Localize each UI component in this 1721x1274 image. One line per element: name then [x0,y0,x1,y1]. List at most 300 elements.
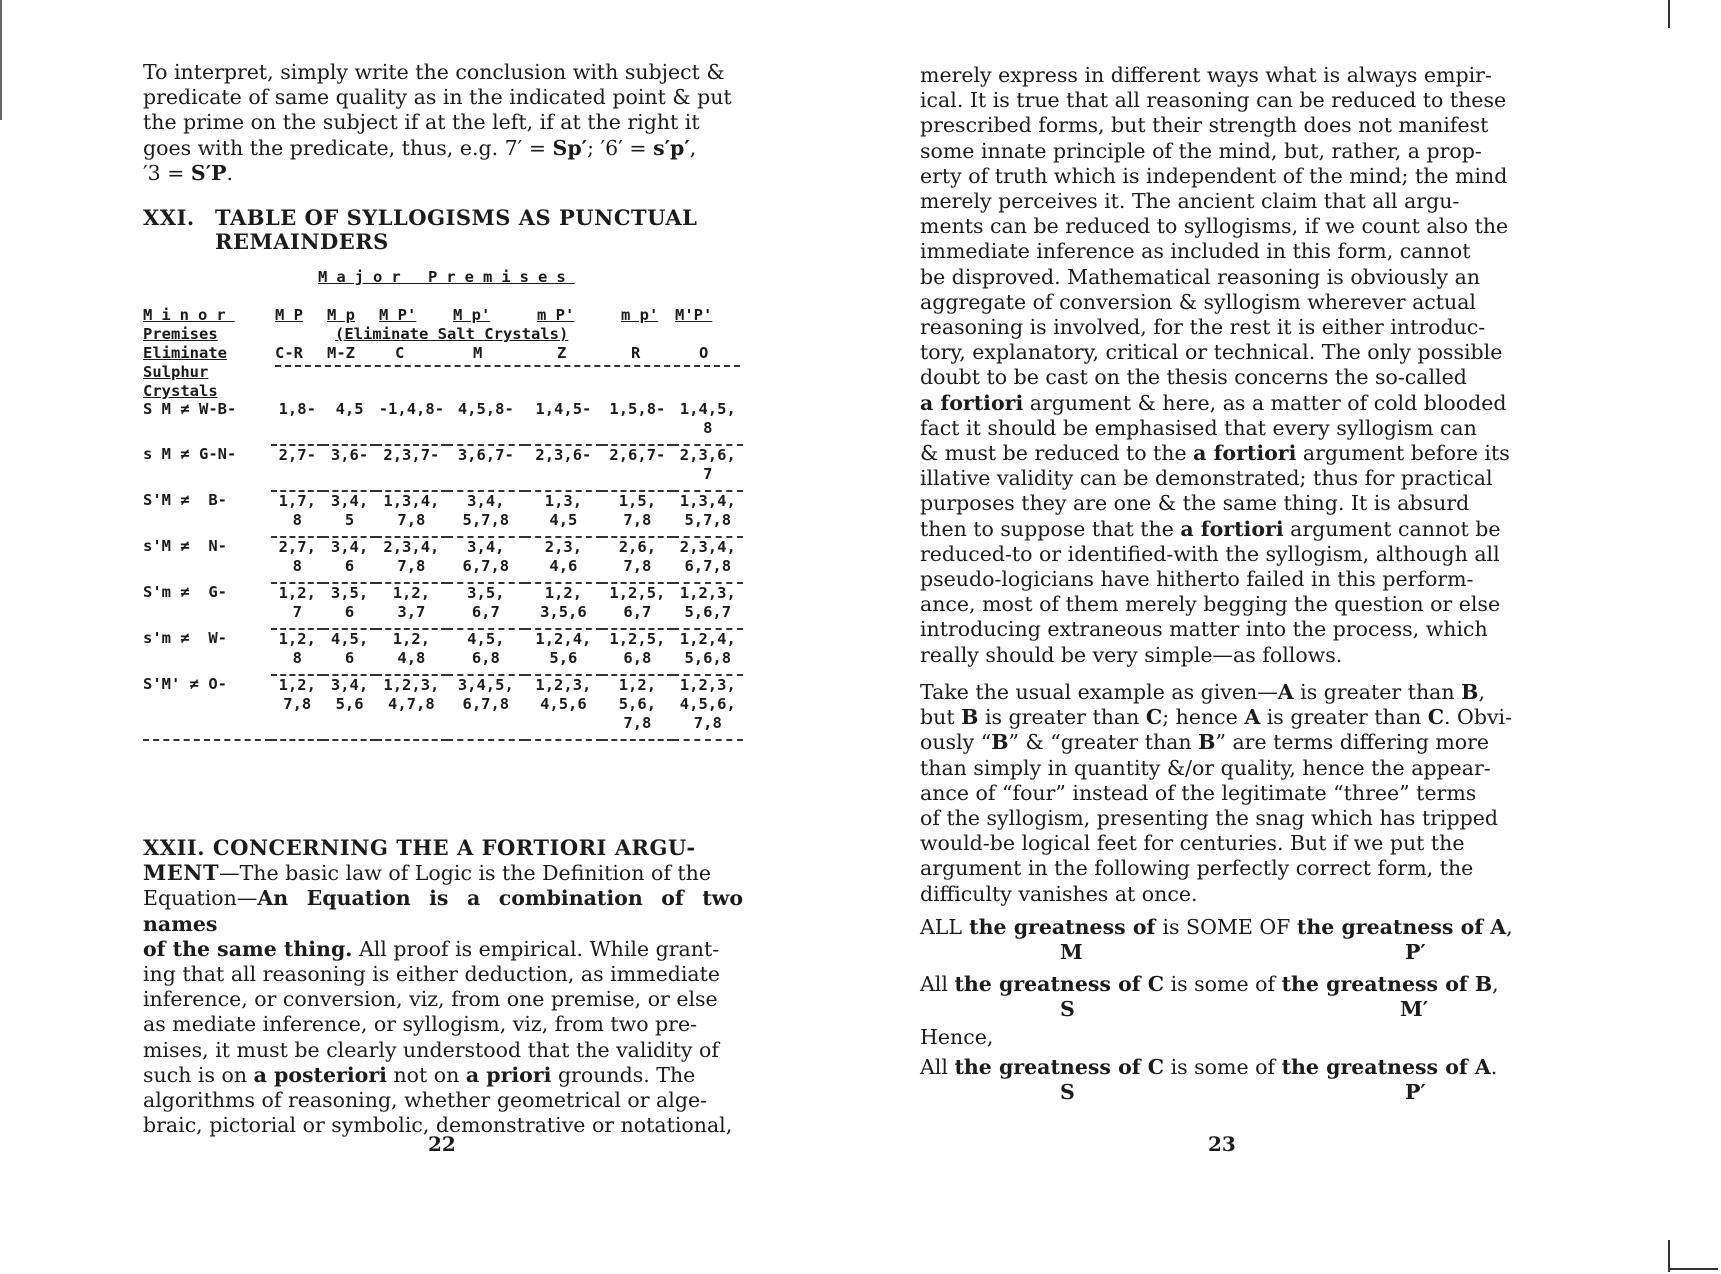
major-premise [920,915,1520,940]
cell-line: 2,7- [278,446,316,464]
remainder-cell [323,445,375,491]
right-paragraph-2 [920,680,1520,907]
cell-line: 5,7,8 [684,511,732,529]
cell-line: 1,2,3, [535,676,592,694]
remainder-cell [673,445,743,491]
emphasis: An Equation is a combination of two names [143,886,743,936]
cell-line: 2,3,4, [383,538,440,556]
table-row [143,396,743,445]
remainder-cell [376,491,447,537]
term: C [1145,705,1163,730]
cell-line: 1,4,5, [679,400,736,418]
minor-line: Premises [143,325,218,343]
col-head: M'P' [675,306,713,324]
term: B [961,705,979,730]
scan-edge-mark [1668,0,1670,28]
col-head: M p [327,306,355,324]
section-22-heading-cont: MENT [143,860,220,886]
term: C [1427,705,1445,730]
text-line: of the syllogism, presenting the snag which has tripped [920,806,1499,831]
col-head: M p' [453,306,491,324]
text-span: argument & here, as a matter of cold blooded [1023,390,1507,415]
remainder-cell [323,491,375,537]
text-span: then to suppose that the [920,516,1181,541]
cell-line: 2,7, [278,538,316,556]
cell-line: 7,8 [623,714,652,732]
term: A [1490,915,1507,939]
cell-line: 1,5,8- [609,400,666,418]
emphasis: a priori [465,1062,552,1087]
cell-line: 6 [344,603,355,621]
cell-line: 5,6 [549,649,578,667]
term: A [1244,705,1261,730]
cell-line: 6,8 [623,649,652,667]
remainder-cell [602,583,672,629]
remainder-cell [376,445,447,491]
cell-line: 3,6,7- [457,446,514,464]
page-number-left: 22 [428,1132,456,1156]
intro-line: ′3 = [143,160,191,185]
remainder-cell [323,583,375,629]
term: B [1474,972,1493,997]
cell-line: 1,2, [392,584,431,602]
remainder-cell [673,396,743,445]
minor-premise-cell: s M ≠ G-N- [143,445,237,463]
remainder-cell [376,396,447,445]
term: B [1461,680,1479,704]
cell-line: 4,5 [335,400,364,418]
cell-line: 2,6,7- [609,446,666,464]
cell-line: 4,8 [397,649,426,667]
remainder-cell [602,537,672,583]
text-span: . Obvi- [1444,705,1513,730]
cell-line: 5,7,8 [462,511,510,529]
minor-line: Eliminate [143,344,227,362]
table-row [143,629,743,675]
text-span: is greater than [1293,680,1462,704]
cell-line: 2,3,4, [679,538,736,556]
text-line: immediate inference as included in this form, cannot [920,239,1471,264]
cell-line: 4,5,6, [679,695,736,713]
cell-line: 5 [344,511,355,529]
text-span: ” & “greater than [1008,730,1199,755]
text-span: braic, pictorial or symbolic, demonstrative or notational, [143,1113,733,1138]
minor-premise-cell: S'm ≠ G- [143,583,227,601]
text-line: difficulty vanishes at once. [920,881,1198,906]
term: A [1474,1054,1491,1079]
remainder-cell [271,675,323,740]
cell-line: 1,8- [278,400,316,418]
cell-line: 7 [292,603,302,621]
cell-line: 1,2,5, [609,584,666,602]
cell-line: 8 [292,511,302,529]
right-paragraph-1 [920,63,1520,668]
cell-line: 3,4, [467,492,505,510]
cell-line: 3,5,6 [540,603,587,621]
text-line: be disproved. Mathematical reasoning is obviously an [920,264,1481,289]
remainder-cell [525,396,603,445]
column-heads [275,306,745,367]
emphasis: the greatness of [1281,1054,1475,1079]
emphasis: the greatness of [1281,972,1475,997]
cell-line: 1,2,4, [679,630,736,648]
major-premises-title: Major Premises [318,268,575,286]
cell-line: 2,3,6- [535,446,592,464]
section-title-cont: REMAINDERS [215,229,389,254]
section-22 [143,836,743,1138]
cell-line: 3,4, [330,676,369,694]
emphasis: the greatness of [1296,915,1491,939]
cell-line: 6,7 [623,603,652,621]
conclusion-symbols [920,1080,1520,1106]
cell-line: 1,2, [392,630,431,648]
text-span: , [1478,680,1485,704]
remainder-cell [602,445,672,491]
scan-edge-mark [0,0,2,120]
emphasis: a fortiori [1193,441,1297,466]
remainder-cell [673,537,743,583]
remainder-cell [376,629,447,675]
text-span: , [1506,915,1513,939]
cell-line: 1,2,3, [383,676,440,694]
minor-premise-cell: S'M' ≠ O- [143,675,271,740]
table-row [143,537,743,583]
cell-line: 8 [703,419,713,437]
minor-symbols [920,997,1520,1023]
text-line: prescribed forms, but their strength does not manifest [920,113,1489,138]
page-number-right: 23 [1208,1132,1236,1156]
cell-line: 8 [292,649,302,667]
remainder-cell [673,491,743,537]
intro-line: goes with the predicate, thus, e.g. 7′ = [143,135,553,160]
text-span: mises, it must be clearly understood that the validity of [143,1037,719,1062]
table-row [143,491,743,537]
minor-premise-cell: S M ≠ W-B- [143,400,237,418]
cell-line: 2,3,7- [383,446,440,464]
remainder-cell [525,583,603,629]
intro-line: ; ′6′ = [587,135,654,160]
text-span: & must be reduced to the [920,441,1194,466]
minor-premise-cell: S'M ≠ B- [143,491,227,509]
cell-line: 7,8 [397,511,426,529]
remainder-cell [447,583,525,629]
section-21-heading [143,206,743,254]
text-line: fact it should be emphasised that every syllogism can [920,415,1477,440]
cell-line: 1,2,4, [535,630,592,648]
emphasis: the greatness of [954,1054,1148,1079]
remainder-cell [323,675,375,740]
cell-line: 4,5, [467,630,505,648]
cell-line: 3,5, [330,584,369,602]
minor-premises-header [143,306,235,401]
text-line: pseudo-logicians have hitherto failed in this perform- [920,567,1474,592]
col-subhead: (Eliminate Salt Crystals) [335,325,569,343]
remainder-cell [525,629,603,675]
text-span: is greater than [1260,705,1428,730]
text-line: really should be very simple—as follows. [920,642,1343,667]
intro-line: . [226,160,234,185]
text-span: such is on [143,1062,254,1087]
cell-line: 7,8 [693,714,722,732]
cell-line: 7 [703,465,713,483]
text-span: argument cannot be [1283,516,1501,541]
cell-line: 1,2, [278,676,316,694]
symbol: P′ [1405,1079,1426,1104]
col-head: m p' [621,306,659,324]
symbol: S [1060,997,1075,1022]
col-head: M P' [379,306,417,324]
cell-line: 1,2, [278,584,316,602]
text-line: purposes they are one & the same thing. It is absurd [920,491,1470,516]
text-span: All proof is empirical. While grant- [352,936,720,961]
minor-premise [920,972,1520,997]
cell-line: 6 [344,649,355,667]
emphasis: the greatness of [954,972,1148,997]
remainder-cell [525,537,603,583]
col-code: M-Z [327,344,355,362]
text-line: than simply in quantity &/or quality, hence the appear- [920,755,1491,780]
text-line: would-be logical feet for centuries. But if we put the [920,831,1465,856]
cell-line: 4,7,8 [388,695,435,713]
minor-premise-cell: s'm ≠ W- [143,629,227,647]
remainder-cell [271,629,323,675]
cell-line: 3,4,5, [457,676,514,694]
hence-line: Hence, [920,1025,994,1050]
remainder-cell [602,491,672,537]
table-row [143,675,743,740]
text-span: , [1492,972,1499,997]
cell-line: -1,4,8- [378,400,445,418]
formula: s′p′ [653,135,690,160]
remainder-cell [447,675,525,740]
cell-line: 4,5,8- [457,400,514,418]
remainder-cell [323,396,375,445]
text-span: Equation— [143,886,258,911]
cell-line: 3,4, [330,492,369,510]
remainder-cell [602,629,672,675]
remainder-cell [271,537,323,583]
col-code: Z [557,344,567,362]
remainder-cell [376,537,447,583]
scan-edge-mark [1668,1268,1718,1270]
cell-line: 1,2, [544,584,583,602]
text-span: grounds. The [551,1062,696,1087]
col-head: m P' [537,306,575,324]
remainder-cell [602,396,672,445]
text-span: ALL [920,915,963,939]
text-span: as mediate inference, or syllogism, viz, from two pre- [143,1012,698,1037]
text-span: is some of [1164,972,1282,997]
text-line: doubt to be cast on the thesis concerns the so-called [920,365,1467,390]
cell-line: 1,2,5, [609,630,666,648]
cell-line: 3,7 [397,603,426,621]
text-span: Take the usual example as given— [920,680,1278,704]
remainder-cell [447,537,525,583]
text-span: ously “ [920,730,992,755]
cell-line: 3,4, [330,538,369,556]
intro-line: To interpret, simply write the conclusion with subject & [143,60,725,84]
cell-line: 1,2,3, [679,676,736,694]
remainder-cell [271,445,323,491]
cell-line: 1,2, [618,676,657,694]
cell-line: 4,5,6 [540,695,587,713]
table-row [143,445,743,491]
remainder-cell [447,491,525,537]
cell-line: 3,5, [467,584,505,602]
remainder-cell [602,675,672,740]
text-line: merely express in different ways what is always empir- [920,63,1492,87]
cell-line: 6,7,8 [684,557,732,575]
cell-line: 7,8 [623,557,652,575]
remainder-cell [447,445,525,491]
cell-line: 8 [292,557,302,575]
intro-line: predicate of same quality as in the indicated point & put [143,85,732,110]
cell-line: 1,2,3, [679,584,736,602]
remainder-cell [271,396,323,445]
section-22-heading: XXII. CONCERNING THE A FORTIORI ARGU- [143,835,696,860]
col-code: C [395,344,405,362]
formula: S′P [190,160,227,185]
section-22-paragraph [143,836,743,1138]
emphasis: of the same thing. [143,936,353,961]
col-head: M P [275,306,303,324]
remainder-cell [447,396,525,445]
cell-line: 5,6,7 [684,603,732,621]
remainder-cell [376,675,447,740]
cell-line: 3,4, [467,538,505,556]
col-code: R [631,344,641,362]
cell-line: 6,7 [471,603,500,621]
emphasis: a fortiori [1180,516,1284,541]
intro-paragraph [143,60,743,186]
term: C [1147,1054,1165,1079]
cell-line: 7,8 [397,557,426,575]
col-code: O [699,344,709,362]
text-span: is SOME OF [1162,915,1297,939]
cell-line: 2,6, [618,538,657,556]
term: B [991,730,1009,755]
term: A [1277,680,1294,704]
text-span: ing that all reasoning is either deduction, as immediate [143,962,720,987]
symbol: S [1060,1079,1075,1104]
text-line: illative validity can be demonstrated; thus for practical [920,466,1493,491]
cell-line: 5,6 [335,695,364,713]
symbol: M′ [1400,997,1429,1022]
remainder-cell [447,629,525,675]
header-rule [275,365,740,367]
cell-line: 4,6 [549,557,578,575]
text-span: argument before its [1296,441,1510,466]
text-line: introducing extraneous matter into the process, which [920,617,1488,642]
cell-line: 1,4,5- [535,400,592,418]
cell-line: 4,5, [330,630,369,648]
section-number: XXI. [143,205,195,230]
term: B [1198,730,1216,755]
conclusion [920,1055,1520,1080]
table-row [143,583,743,629]
syllogism-table [143,396,743,741]
remainder-cell [525,491,603,537]
col-code: M [473,344,483,362]
minor-line: Crystals [143,382,218,400]
emphasis: a posteriori [253,1062,387,1087]
text-span: is greater than [978,705,1146,730]
minor-title: Minor [143,306,235,324]
text-span: All [920,1054,955,1079]
remainder-cell [271,491,323,537]
remainder-cell [271,583,323,629]
cell-line: 5,6, [618,695,657,713]
remainder-cell [323,537,375,583]
cell-line: 3,6- [330,446,369,464]
section-title: TABLE OF SYLLOGISMS AS PUNCTUAL [215,205,698,230]
major-symbols [920,940,1520,966]
text-line: tory, explanatory, critical or technical. The only possible [920,340,1503,365]
remainder-cell [323,629,375,675]
remainder-cell [525,445,603,491]
remainder-cell [525,675,603,740]
cell-line: 1,3, [544,492,583,510]
cell-line: 7,8 [283,695,312,713]
cell-line: 6 [344,557,355,575]
text-span: not on [386,1062,466,1087]
cell-line: 6,7,8 [462,695,510,713]
cell-line: 2,3, [544,538,583,556]
minor-line: Sulphur [143,363,209,381]
emphasis: a fortiori [920,390,1024,415]
cell-line: 1,5, [618,492,657,510]
text-span: ; hence [1162,705,1245,730]
symbol: M [1060,940,1083,965]
text-span: . [1490,1054,1498,1079]
text-line: ments can be reduced to syllogisms, if we count also the [920,214,1509,239]
text-span: but [920,705,962,730]
text-span: All [920,972,955,997]
intro-line: , [689,135,697,160]
remainder-cell [376,583,447,629]
remainder-cell [673,629,743,675]
text-line: ance of “four” instead of the legitimate “three” terms [920,780,1477,805]
text-span: is some of [1164,1054,1282,1079]
cell-line: 6,7,8 [462,557,510,575]
syllogism-example [920,915,1520,1106]
text-span: inference, or conversion, viz, from one premise, or else [143,987,718,1012]
symbol: P′ [1405,940,1426,965]
cell-line: 7,8 [623,511,652,529]
text-span: algorithms of reasoning, whether geometrical or alge- [143,1088,708,1113]
text-line: reasoning is involved, for the rest it is either introduc- [920,315,1486,340]
text-span: —The basic law of Logic is the Definition of the [219,861,711,886]
cell-line: 1,3,4, [679,492,736,510]
text-line: reduced-to or identified-with the syllogism, although all [920,541,1500,566]
cell-line: 2,3,6, [679,446,736,464]
text-line: ance, most of them merely begging the question or else [920,592,1501,617]
text-span: ” are terms differing more [1215,730,1490,755]
text-line: argument in the following perfectly correct form, the [920,856,1474,881]
cell-line: 1,2, [278,630,316,648]
emphasis: the greatness of [962,915,1163,939]
cell-line: 5,6,8 [684,649,732,667]
text-line: some innate principle of the mind, but, rather, a prop- [920,138,1482,163]
text-line: ical. It is true that all reasoning can be reduced to these [920,88,1507,113]
minor-premise-cell: s'M ≠ N- [143,537,227,555]
text-line: merely perceives it. The ancient claim that all argu- [920,189,1460,214]
remainder-cell [673,583,743,629]
remainder-cell [673,675,743,740]
col-code: C-R [275,344,303,362]
intro-line: the prime on the subject if at the left, if at the right it [143,110,700,135]
text-line: erty of truth which is independent of the mind; the mind [920,163,1508,188]
